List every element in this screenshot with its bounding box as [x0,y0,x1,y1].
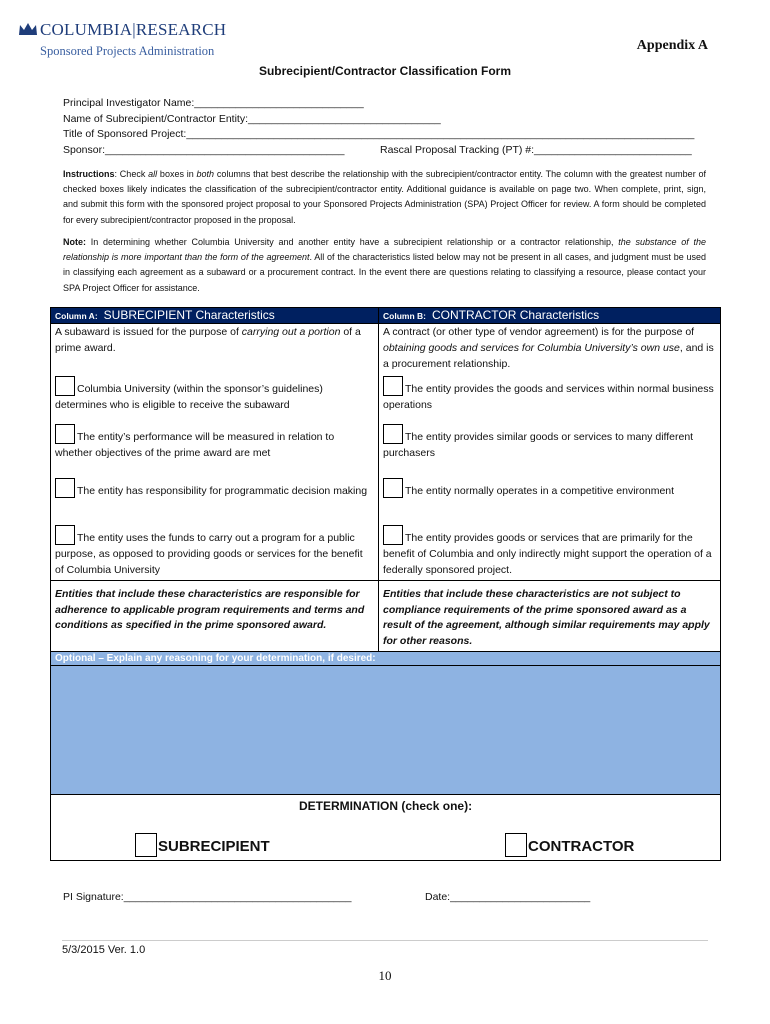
column-b-intro [383,324,716,376]
entity-name-field[interactable]: Name of Subrecipient/Contractor Entity:_________________________________ [63,113,441,125]
column-a-item [55,376,374,424]
note-text: . All of the characteristics listed below may not be present in all cases, and judgment must be used in classifying each agreement as a subaward or a procurement contract. In the event there are questions relating to classifying a resource, please contact your SPA Project Officer for assistance. [63,252,706,293]
note-paragraph [63,235,706,296]
project-title-field[interactable]: Title of Sponsored Project:_______________________________________________________________________________________ [63,128,695,140]
version-label: 5/3/2015 Ver. 1.0 [62,944,146,956]
column-a-tag: Column A: [55,311,98,321]
determination-subrecipient[interactable] [135,833,270,857]
column-b-item [383,478,716,525]
column-a-item [55,478,374,525]
checkbox[interactable] [55,525,75,545]
characteristic-text: The entity provides the goods and services within normal business operations [383,383,714,411]
pi-signature-field[interactable]: PI Signature:_______________________________________ [63,891,352,903]
column-b-item [383,376,716,424]
column-a-item [55,525,374,578]
note-label: Note: [63,237,86,247]
instructions-text: boxes in [157,169,197,179]
column-a-body [51,324,379,581]
intro-text: A subaward is issued for the purpose of [55,326,242,338]
checkbox[interactable] [55,376,75,396]
determination-title: DETERMINATION (check one): [298,799,473,813]
pi-name-field[interactable]: Principal Investigator Name:_____________________________ [63,97,364,109]
checkbox[interactable] [383,376,403,396]
note-text: In determining whether Columbia University and another entity have a subrecipient relationship or a contractor relationship, [86,237,619,247]
intro-text: of a prime award. [55,326,361,354]
column-b-tag: Column B: [383,311,426,321]
intro-emphasis: obtaining goods and services for Columbia University’s own use [383,342,680,354]
determination-section [51,795,721,861]
intro-text: A contract (or other type of vendor agreement) is for the purpose of [383,326,695,338]
instructions-text: columns that best describe the relationship with the subrecipient/contractor entity. The column with the greatest number of checked boxes likely indicates the classification of the subrecipient/contractor entity. Additional guidance is available on page two. When complete, print, sign, and submit this form with the sponsored project proposal to your Sponsored Projects Administration (SPA) Project Officer for review. A form should be completed for every subrecipient/contractor proposed in the proposal. [63,169,706,225]
contractor-checkbox[interactable] [505,833,527,857]
column-a-intro [55,324,374,376]
instructions-text: : Check [114,169,149,179]
instructions-emphasis: both [196,169,215,179]
column-a-item [55,424,374,478]
sponsor-field[interactable]: Sponsor:_________________________________________ [63,144,345,156]
column-a-title: SUBRECIPIENT Characteristics [103,308,275,322]
column-b-header [379,308,721,324]
logo-subtitle: Sponsored Projects Administration [40,44,215,58]
column-a-summary: Entities that include these characteristics are responsible for adherence to applicable program requirements and terms and conditions as specified in the prime sponsored award. [51,581,379,652]
appendix-label: Appendix A [636,38,708,53]
optional-reasoning-label: Optional – Explain any reasoning for your determination, if desired: [51,652,720,666]
characteristic-text: The entity provides goods or services that are primarily for the benefit of Columbia and only indirectly might support the operation of a federally sponsored project. [383,532,712,576]
characteristic-text: The entity has responsibility for programmatic decision making [77,485,368,497]
contractor-label: CONTRACTOR [528,838,635,855]
characteristic-text: The entity uses the funds to carry out a program for a public purpose, as opposed to providing goods or services for the benefit of Columbia University [55,532,363,576]
determination-contractor[interactable] [505,833,634,857]
instructions-paragraph [63,167,706,228]
column-b-item [383,424,716,478]
subrecipient-checkbox[interactable] [135,833,157,857]
column-b-item [383,525,716,578]
classification-table [50,307,721,861]
column-b-title: CONTRACTOR Characteristics [431,308,600,322]
optional-reasoning-area[interactable] [51,652,721,795]
instructions-label: Instructions [63,169,115,179]
checkbox[interactable] [383,525,403,545]
column-b-body [379,324,721,581]
footer-divider [62,940,708,941]
checkbox[interactable] [383,478,403,498]
column-a-header [51,308,379,324]
form-title: Subrecipient/Contractor Classification Form [258,64,512,78]
subrecipient-label: SUBRECIPIENT [158,838,270,855]
logo-name: COLUMBIA|RESEARCH [40,20,227,39]
rascal-tracking-field[interactable]: Rascal Proposal Tracking (PT) #:___________________________ [380,144,692,156]
checkbox[interactable] [55,424,75,444]
checkbox[interactable] [383,424,403,444]
intro-text: , and is a procurement relationship. [383,342,714,370]
page-number: 10 [378,968,392,983]
characteristic-text: Columbia University (within the sponsor’s guidelines) determines who is eligible to receive the subaward [55,383,323,411]
checkbox[interactable] [55,478,75,498]
characteristic-text: The entity provides similar goods or services to many different purchasers [383,431,694,459]
date-field[interactable]: Date:________________________ [425,891,591,903]
intro-emphasis: carrying out a portion [241,326,341,338]
note-emphasis: the substance of the relationship is more important than the form of the agreement [63,237,706,263]
crown-icon [18,22,38,36]
characteristic-text: The entity normally operates in a competitive environment [405,485,675,497]
instructions-emphasis: all [148,169,158,179]
characteristic-text: The entity’s performance will be measured in relation to whether objectives of the prime award are met [55,431,335,459]
column-b-summary: Entities that include these characteristics are not subject to compliance requirements of the prime sponsored award as a result of the agreement, although similar requirements may apply for other reasons. [379,581,721,652]
